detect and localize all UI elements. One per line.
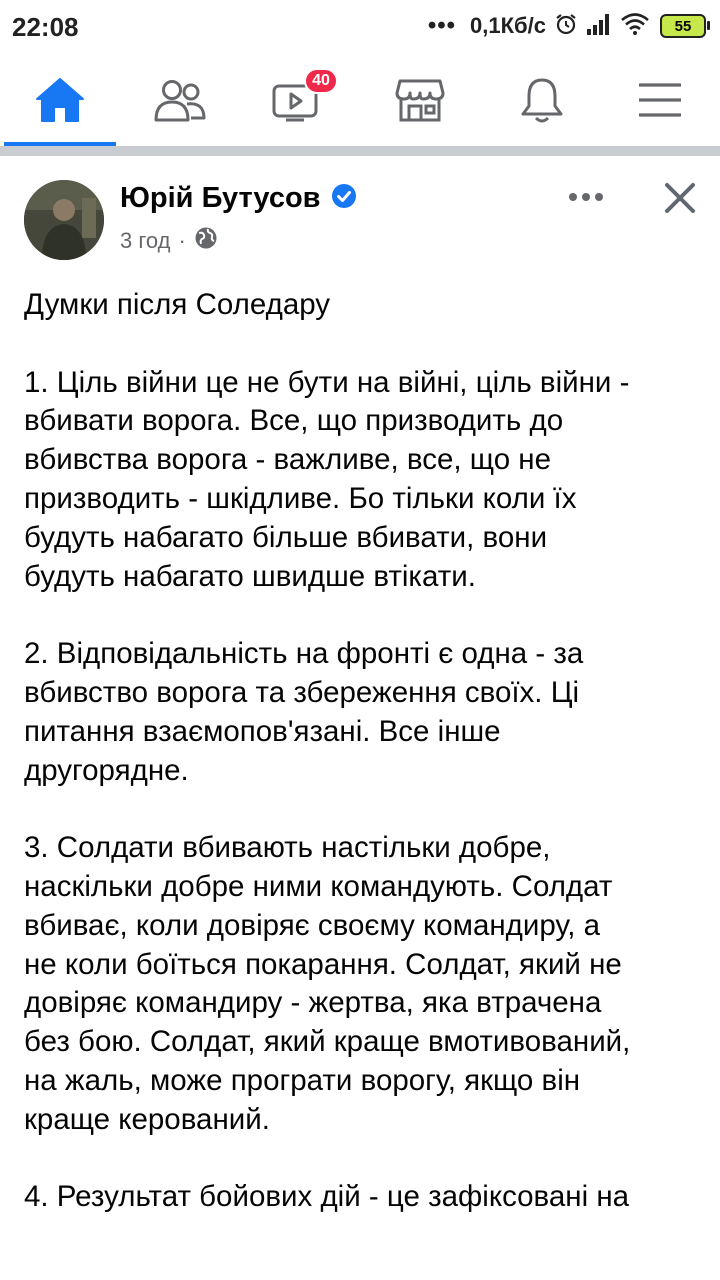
post-title: Думки після Соледару [24,288,331,321]
tab-home[interactable] [4,54,116,146]
author-row [120,182,357,215]
meta-separator: · [178,228,186,253]
bell-icon [519,76,565,124]
tab-marketplace[interactable] [364,54,476,146]
tab-friends[interactable] [124,54,236,146]
notification-dots: ••• [427,12,457,39]
watch-badge: 40 [304,68,338,94]
battery-indicator [660,14,706,38]
alarm-icon [554,12,578,41]
author-name[interactable]: Юрій Бутусов [120,182,321,214]
network-speed: 0,1Кб/с [470,13,546,38]
more-dots-icon [568,189,604,207]
post-paragraph: 2. Відповідальність на фронті є одна - за вбивство ворога та збереження своїх. Ці питання взаємопов'язані. Все інше другорядне. [24,637,584,787]
hide-post-button[interactable] [656,176,704,224]
post-meta [120,226,218,256]
post-paragraph: 4. Результат бойових дій - це зафіксовані на [24,1180,630,1214]
post-paragraph: 1. Ціль війни це не бути на війні, ціль війни - вбивати ворога. Все, що призводить до вбивства ворога - важливе, все, що не призводить - шкідливе. Бо тільки коли їх будуть набагато більше вбивати, вони будуть набагато швидше втікати. [24,365,630,593]
post-time[interactable]: 3 год [120,228,171,253]
wifi-icon [620,13,650,40]
close-icon [664,182,696,219]
feed-divider [0,146,720,156]
tab-menu[interactable] [604,54,716,146]
menu-icon [637,81,683,119]
post-paragraph: 3. Солдати вбивають настільки добре, наскільки добре ними командують. Солдат вбиває, коли довіряє своєму командиру, а не коли боїться покарання. Солдат, який не довіряє командиру - жертва, яка втрачена без бою. Солдат, який краще вмотивований, на жаль, може програти ворогу, якщо він краще керований. [24,831,631,1136]
status-time: 22:08 [12,12,79,42]
top-nav-bar [0,54,720,146]
status-indicators [428,10,706,42]
more-options-button[interactable] [562,178,610,218]
status-bar [0,0,720,54]
battery-level: 55 [674,17,692,35]
avatar[interactable] [24,180,104,260]
tab-watch[interactable] [240,54,352,146]
signal-icon [586,13,612,40]
friends-icon [153,78,207,122]
post-header [0,156,720,266]
post-text [24,286,696,1256]
globe-icon [194,226,218,256]
tab-notifications[interactable] [486,54,598,146]
verified-badge-icon [331,183,357,214]
home-icon [35,77,85,123]
marketplace-icon [395,77,445,123]
